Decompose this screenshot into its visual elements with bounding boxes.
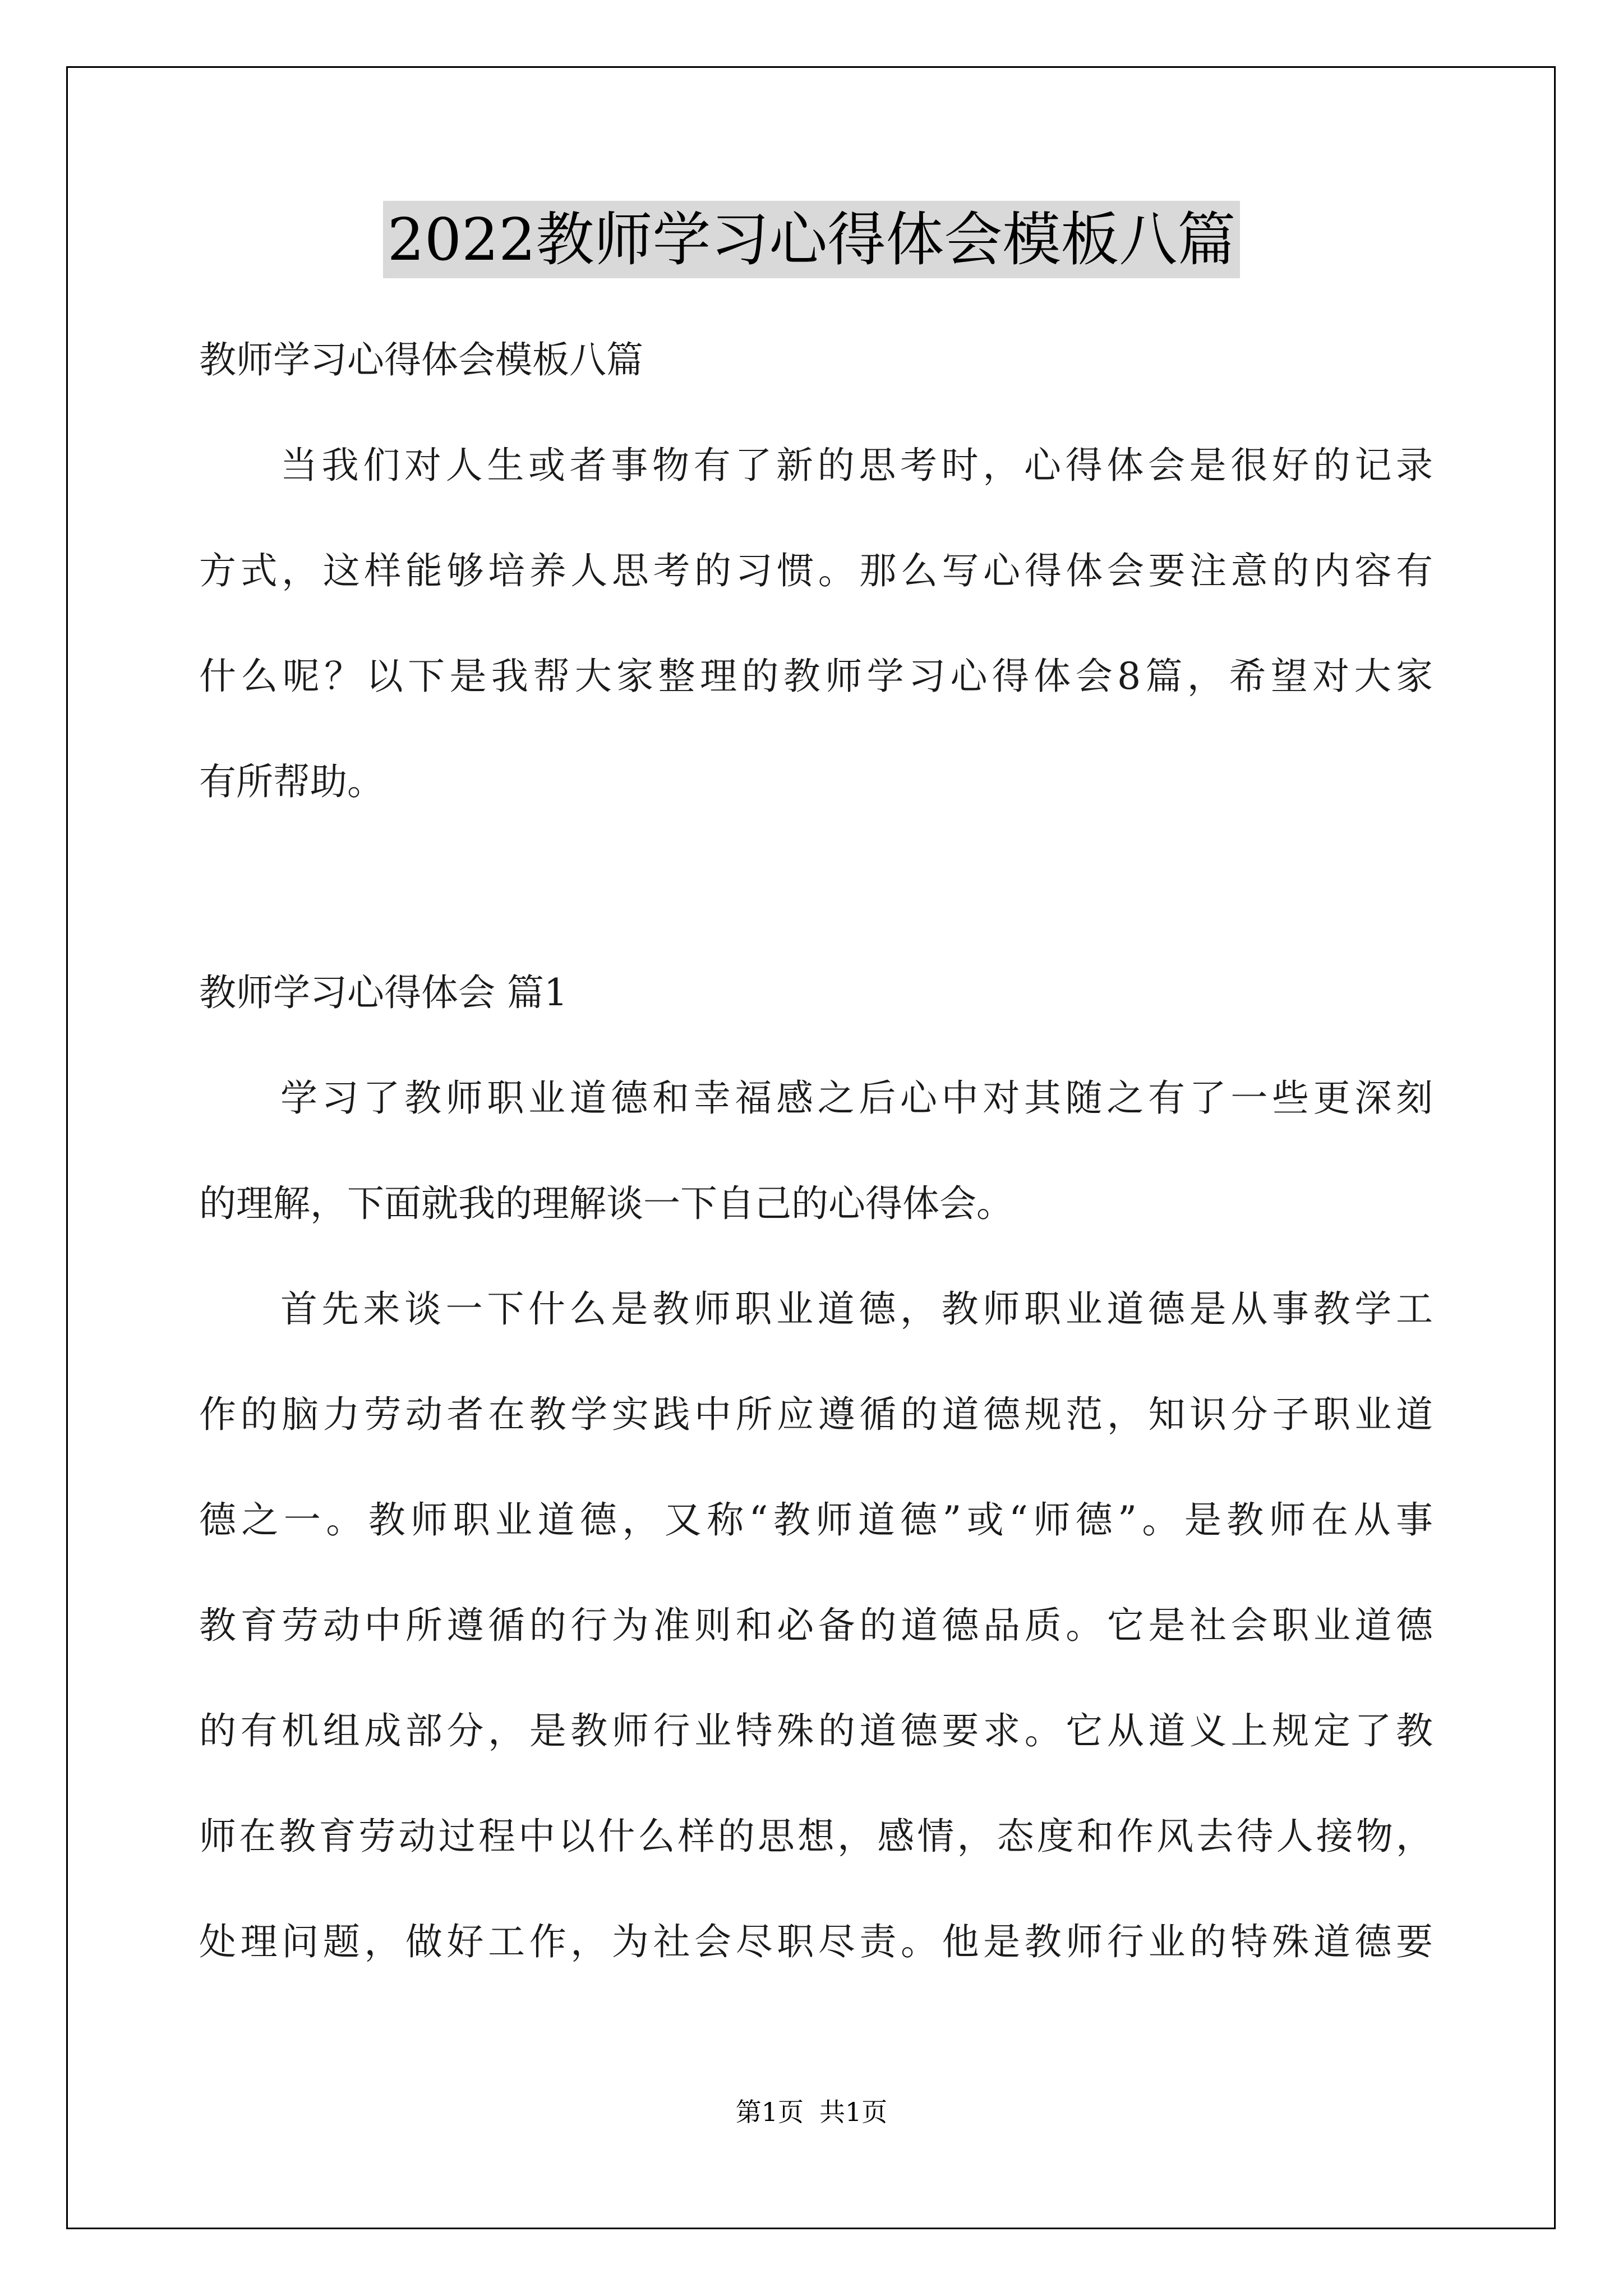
paragraph-line: 的有机组成部分，是教师行业特殊的道德要求。它从道义上规定了教 [199,1709,1433,1752]
paragraph-line: 处理问题，做好工作，为社会尽职尽责。他是教师行业的特殊道德要 [199,1920,1433,1963]
paragraph-line: 师在教育劳动过程中以什么样的思想，感情，态度和作风去待人接物， [199,1815,1433,1858]
paragraph-line: 德之一。教师职业道德，又称“教师道德”或“师德”。是教师在从事 [199,1498,1433,1542]
title-area [0,201,1623,278]
intro-line: 有所帮助。 [199,760,384,803]
paragraph-line: 作的脑力劳动者在教学实践中所应遵循的道德规范，知识分子职业道 [199,1393,1433,1436]
intro-line: 什么呢？以下是我帮大家整理的教师学习心得体会8篇，希望对大家 [199,655,1433,698]
page-number: 第1页 [735,2097,804,2127]
document-body [199,307,1433,1995]
paragraph-line: 的理解，下面就我的理解谈一下自己的心得体会。 [199,1182,1013,1225]
page-footer [0,2095,1623,2129]
paragraph-line: 教育劳动中所遵循的行为准则和必备的道德品质。它是社会职业道德 [199,1604,1433,1647]
section-heading: 教师学习心得体会 篇1 [199,971,568,1014]
paragraph-line: 学习了教师职业道德和幸福感之后心中对其随之有了一些更深刻 [280,1076,1433,1120]
subtitle: 教师学习心得体会模板八篇 [199,338,643,381]
document-title: 2022教师学习心得体会模板八篇 [383,201,1241,278]
paragraph-line: 首先来谈一下什么是教师职业道德，教师职业道德是从事教学工 [280,1287,1433,1331]
intro-line: 当我们对人生或者事物有了新的思考时，心得体会是很好的记录 [280,444,1433,487]
section-gap [199,835,1433,940]
intro-line: 方式，这样能够培养人思考的习惯。那么写心得体会要注意的内容有 [199,549,1433,592]
page-total: 共1页 [819,2097,888,2127]
